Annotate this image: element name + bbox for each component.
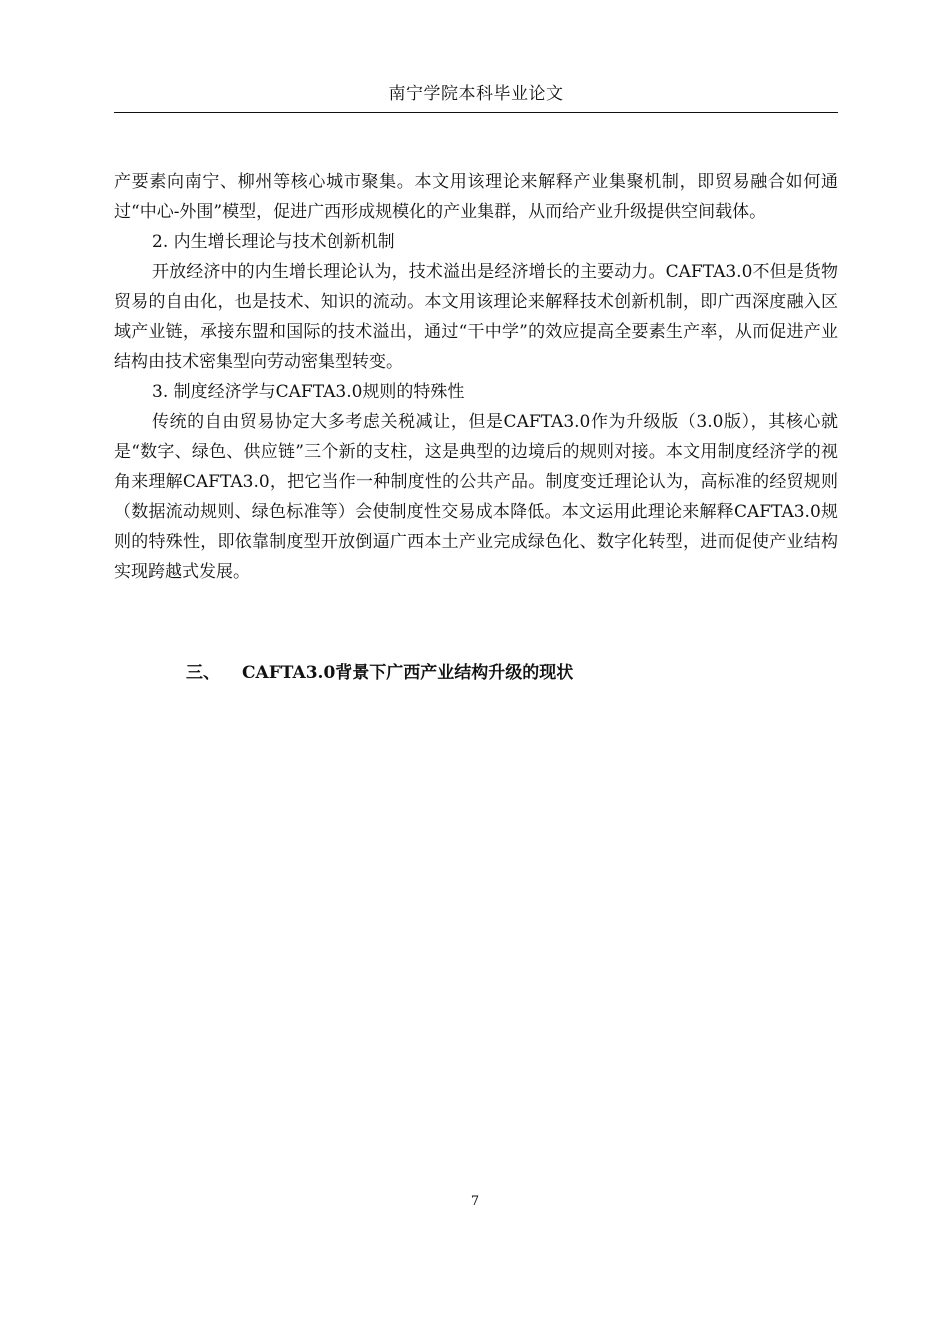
paragraph-3: 传统的自由贸易协定大多考虑关税减让，但是CAFTA3.0作为升级版（3.0版），其核心就是“数字、绿色、供应链”三个新的支柱，这是典型的边境后的规则对接。本文用制度经济学的视角来理解CAFTA3.0，把它当作一种制度性的公共产品。制度变迁理论认为，高标准的经贸规则（数据流动规则、绿色标准等）会使制度性交易成本降低。本文运用此理论来解释CAFTA3.0规则的特殊性，即依靠制度型开放倒逼广西本土产业完成绿色化、数字化转型，进而促使产业结构实现跨越式发展。: [114, 412, 838, 582]
body-text: [114, 167, 838, 587]
section-heading: [186, 660, 573, 686]
paragraph-2: 开放经济中的内生增长理论认为，技术溢出是经济增长的主要动力。CAFTA3.0不但是货物贸易的自由化，也是技术、知识的流动。本文用该理论来解释技术创新机制，即广西深度融入区域产业链，承接东盟和国际的技术溢出，通过“干中学”的效应提高全要素生产率，从而促进产业结构由技术密集型向劳动密集型转变。: [114, 262, 838, 372]
page-header: 南宁学院本科毕业论文: [388, 84, 564, 104]
section-number: 三、: [186, 663, 220, 683]
subheading-3: 3. 制度经济学与CAFTA3.0规则的特殊性: [152, 382, 465, 402]
paragraph-1: 产要素向南宁、柳州等核心城市聚集。本文用该理论来解释产业集聚机制，即贸易融合如何通过“中心-外围”模型，促进广西形成规模化的产业集群，从而给产业升级提供空间载体。: [114, 172, 838, 222]
header-rule: [114, 112, 838, 113]
page-number: 7: [470, 1194, 480, 1209]
subheading-2: 2. 内生增长理论与技术创新机制: [152, 232, 395, 252]
section-title: CAFTA3.0背景下广西产业结构升级的现状: [242, 663, 574, 683]
